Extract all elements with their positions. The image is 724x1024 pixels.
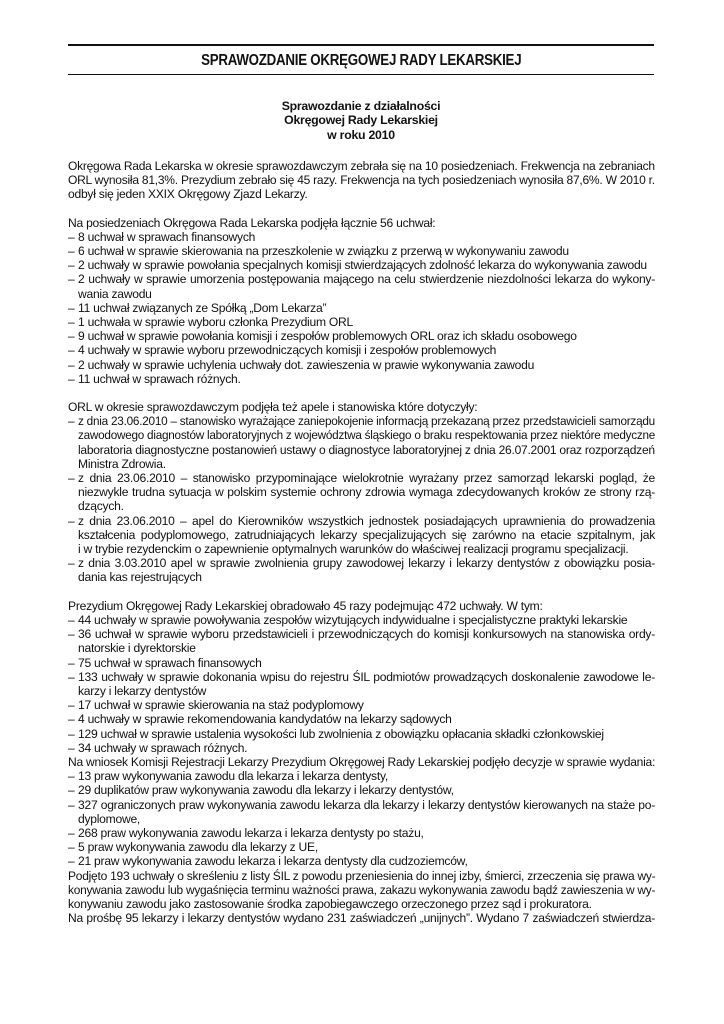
list-dash: –: [68, 258, 75, 273]
paragraph-line: Na posiedzeniach Okręgowa Rada Lekarska podjęła łącznie 56 uchwał:: [68, 215, 436, 230]
list-item-line: 2 uchwały w sprawie powołania specjalnych komisji stwierdzających zdolność lekarza do wykonywania zawodu: [78, 258, 647, 273]
list-item-line: 11 uchwał w sprawach różnych.: [78, 371, 241, 386]
list-dash: –: [68, 556, 75, 571]
list-item: [68, 741, 655, 755]
list-dash: –: [68, 669, 75, 684]
list-item-line: karzy i lekarzy dentystów: [78, 683, 207, 698]
list-item-line: z dnia 23.06.2010 – stanowisko przypominające wielokrotnie wyrażany przez samorząd lekarski pogląd, że: [78, 471, 655, 486]
list-item: [68, 301, 655, 315]
list-item-line: 268 praw wykonywania zawodu lekarza i lekarza dentysty po stażu,: [78, 825, 424, 840]
list-item-line: 1 uchwała w sprawie wyboru członka Prezydium ORL: [78, 315, 354, 330]
list-item-line: 34 uchwały w sprawach różnych.: [78, 740, 248, 755]
list-item-line: 6 uchwał w sprawie skierowania na przeszkolenie w związku z przerwą w wykonywaniu zawodu: [78, 244, 569, 259]
list-item: [68, 627, 655, 655]
paragraph-line: ORL wynosiła 81,3%. Prezydium zebrało się 45 razy. Frekwencja na tych posiedzeniach wynosiła 87,6%. W 2010 r.: [68, 173, 655, 188]
list-item: [68, 358, 655, 372]
list-item-line: wania zawodu: [78, 286, 152, 301]
list-dash: –: [68, 655, 75, 670]
list-item: [68, 769, 655, 783]
list-item: [68, 471, 655, 514]
header-title: SPRAWOZDANIE OKRĘGOWEJ RADY LEKARSKIEJ: [200, 52, 522, 69]
list-item-line: laboratoria diagnostyczne postanowień ustawy o diagnostyce laboratoryjnej z dnia 26.07.2001 oraz rozporządzeń: [78, 442, 655, 457]
paragraph-line: ORL w okresie sprawozdawczym podjęła też apele i stanowiska które dotyczyły:: [68, 400, 478, 415]
list-item-line: Ministra Zdrowia.: [78, 456, 166, 471]
list-dash: –: [68, 329, 75, 344]
list-item: [68, 712, 655, 726]
list-dash: –: [68, 612, 75, 627]
list-dash: –: [68, 797, 75, 812]
list-item-line: 44 uchwały w sprawie powoływania zespołów wizytujących indywidualne i specjalistyczne praktyki lekarskie: [78, 612, 628, 627]
list-item: [68, 854, 655, 868]
list-dash: –: [68, 414, 75, 429]
list-item-line: 13 praw wykonywania zawodu dla lekarza i lekarza dentysty,: [78, 769, 388, 784]
paragraph-line: Okręgowa Rada Lekarska w okresie sprawozdawczym zebrała się na 10 posiedzeniach. Frekwencja na zebraniach: [68, 159, 655, 173]
report-heading-line: Okręgowej Rady Lekarskiej: [284, 113, 438, 128]
list-dash: –: [68, 740, 75, 755]
list-item-line: 29 duplikatów praw wykonywania zawodu dla lekarzy i lekarzy dentystów,: [78, 783, 454, 798]
list-item-line: z dnia 23.06.2010 – apel do Kierowników wszystkich jednostek posiadających uprawnienia do prowadzenia: [78, 513, 655, 528]
list-item: [68, 315, 655, 329]
list-dash: –: [68, 854, 75, 869]
list-item-line: dyplomowe,: [78, 811, 141, 826]
report-paragraph: [68, 599, 655, 755]
list-item-line: dzących.: [78, 499, 124, 514]
list-dash: –: [68, 300, 75, 315]
list-item-line: niezwykle trudna sytuacja w polskim systemie ochrony zdrowia wymaga zdecydowanych kroków ze strony rzą-: [78, 485, 655, 500]
list-item-line: 4 uchwały w sprawie wyboru przewodniczących komisji i zespołów problemowych: [78, 343, 497, 358]
list-dash: –: [68, 315, 75, 330]
list-item-line: 4 uchwały w sprawie rekomendowania kandydatów na lekarzy sądowych: [78, 712, 452, 727]
list-item: [68, 698, 655, 712]
list-item-line: z dnia 23.06.2010 – stanowisko wyrażające zaniepokojenie informacją przekazaną przez przedstawicieli samorządu: [78, 414, 655, 429]
list-item: [68, 826, 655, 840]
list-item-line: z dnia 3.03.2010 apel w sprawie zwolnienia grupy zawodowej lekarzy i lekarzy dentystów z obowiązku posia-: [78, 556, 655, 571]
list-item-line: zawodowego diagnostów laboratoryjnych z województwa śląskiego o braku respektowania przez niektóre medyczne: [78, 428, 656, 443]
page-header: [68, 44, 654, 75]
list-item-line: kształcenia podyplomowego, zatrudniających lekarzy specjalizujących się zarówno na etacie szpitalnym, jak: [78, 527, 655, 542]
list-item-line: natorskie i dyrektorskie: [78, 641, 196, 656]
report-heading-line: Sprawozdanie z działalności: [281, 99, 441, 113]
list-item-line: 327 ograniczonych praw wykonywania zawodu lekarza dla lekarzy i lekarzy dentystów kierowanych na staże po-: [78, 797, 655, 812]
list-item-line: dania kas rejestrujących: [78, 570, 202, 585]
list-item-line: 133 uchwały w sprawie dokonania wpisu do rejestru ŚIL podmiotów prowadzących doskonalenie zawodowe le-: [78, 669, 655, 684]
paragraph-line: Podjęto 193 uchwały o skreśleniu z listy ŚIL z powodu przeniesienia do innej izby, śmierci, zrzeczenia się prawa wy-: [68, 868, 656, 883]
list-item: [68, 372, 655, 386]
list-dash: –: [68, 698, 75, 713]
list-item-line: 17 uchwał w sprawie skierowania na staż podyplomowy: [78, 698, 364, 713]
list-item-line: 8 uchwał w sprawach finansowych: [78, 229, 256, 244]
list-item: [68, 727, 655, 741]
report-paragraph: [68, 216, 655, 386]
list-item-line: i w trybie rezydenckim o zapewnienie optymalnych warunków do właściwej realizacji programu specjalizacji.: [78, 542, 629, 557]
list-item-line: 5 praw wykonywania zawodu dla lekarzy z UE,: [78, 840, 318, 855]
list-item-line: 2 uchwały w sprawie umorzenia postępowania mającego na celu stwierdzenie niezdolności lekarza do wykony-: [78, 272, 655, 287]
list-item: [68, 556, 655, 584]
list-dash: –: [68, 627, 75, 642]
list-item: [68, 244, 655, 258]
list-dash: –: [68, 244, 75, 259]
list-item: [68, 329, 655, 343]
report-paragraph: [68, 869, 655, 926]
list-item-line: 9 uchwał w sprawie powołania komisji i zespołów problemowych ORL oraz ich składu osobowego: [78, 329, 577, 344]
list-item: [68, 272, 655, 300]
list-item: [68, 414, 655, 471]
list-dash: –: [68, 840, 75, 855]
list-item: [68, 230, 655, 244]
list-item-line: 2 uchwały w sprawie uchylenia uchwały dot. zawieszenia w prawie wykonywania zawodu: [78, 357, 535, 372]
paragraph-line: Na prośbę 95 lekarzy i lekarzy dentystów wydano 231 zaświadczeń „unijnych”. Wydano 7 zaświadczeń stwierdza-: [68, 911, 655, 926]
list-dash: –: [68, 343, 75, 358]
list-item: [68, 343, 655, 357]
list-item: [68, 613, 655, 627]
list-dash: –: [68, 229, 75, 244]
report-heading-line: w roku 2010: [327, 127, 395, 142]
list-dash: –: [68, 712, 75, 727]
list-item: [68, 258, 655, 272]
list-item-line: 21 praw wykonywania zawodu lekarza i lekarza dentysty dla cudzoziemców,: [78, 854, 468, 869]
list-item: [68, 840, 655, 854]
list-item-line: 11 uchwał związanych ze Spółką „Dom Lekarza”: [78, 300, 327, 315]
list-item: [68, 798, 655, 826]
list-dash: –: [68, 357, 75, 372]
list-item-line: 75 uchwał w sprawach finansowych: [78, 655, 262, 670]
list-item: [68, 670, 655, 698]
paragraph-line: konywaniu zawodu jako zastosowanie środka zapobiegawczego orzeczonego przez sąd i prokuratora.: [68, 896, 592, 911]
list-dash: –: [68, 769, 75, 784]
list-item: [68, 656, 655, 670]
list-item-line: 36 uchwał w sprawie wyboru przedstawicieli i przewodniczących do komisji konkursowych na stanowiska ordy-: [78, 627, 655, 642]
list-item-line: 129 uchwał w sprawie ustalenia wysokości lub zwolnienia z obowiązku opłacania składki członkowskiej: [78, 726, 604, 741]
list-dash: –: [68, 471, 75, 486]
paragraph-line: Prezydium Okręgowej Rady Lekarskiej obradowało 45 razy podejmując 472 uchwały. W tym:: [68, 598, 543, 613]
list-dash: –: [68, 726, 75, 741]
report-paragraph: [68, 755, 655, 869]
report-paragraph: [68, 400, 655, 585]
report-body: [68, 159, 655, 939]
list-dash: –: [68, 371, 75, 386]
list-dash: –: [68, 513, 75, 528]
paragraph-line: Na wniosek Komisji Rejestracji Lekarzy Prezydium Okręgowej Rady Lekarskiej podjęło decyzje w sprawie wydania:: [68, 754, 656, 769]
paragraph-line: konywania zawodu lub wygaśnięcia terminu ważności prawa, zakazu wykonywania zawodu bądź zawieszenia w wy-: [68, 882, 656, 897]
list-dash: –: [68, 272, 75, 287]
report-paragraph: [68, 159, 655, 202]
list-item: [68, 514, 655, 557]
list-dash: –: [68, 825, 75, 840]
paragraph-line: odbył się jeden XXIX Okręgowy Zjazd Lekarzy.: [68, 187, 308, 202]
list-item: [68, 783, 655, 797]
report-heading: [68, 99, 654, 142]
list-dash: –: [68, 783, 75, 798]
